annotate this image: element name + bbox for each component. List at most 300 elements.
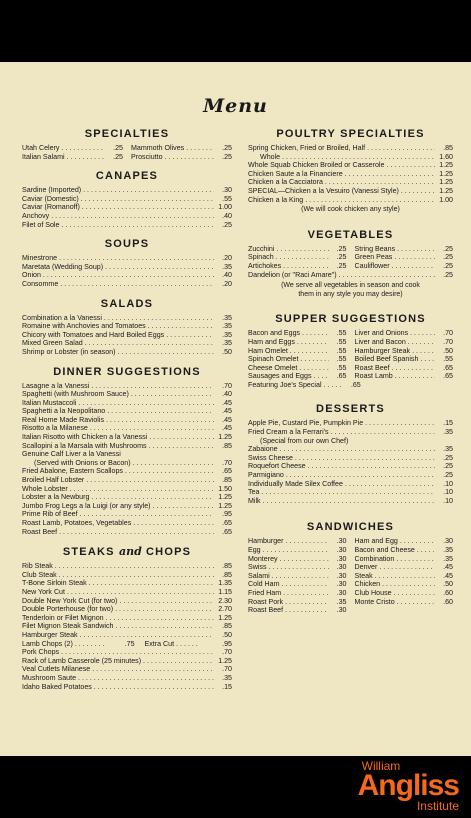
section-heading: DESSERTS [316,403,385,416]
menu-item [248,572,347,581]
menu-item-name: Monterey . . . [248,555,329,564]
section-poultry [248,128,453,215]
menu-item-price: 1.15 [218,587,232,596]
menu-item-name: T-Bone Sirloin Steak . . . [22,579,214,588]
menu-item-price: .25 [443,253,453,262]
menu-item [22,485,232,494]
menu-item [22,382,232,391]
menu-item [248,338,347,347]
menu-item-price: .45 [222,415,232,424]
menu-item-name: Roast Beef . . . [355,364,436,373]
menu-item-price: .65 [443,363,453,372]
menu-item-price: .60 [443,597,453,606]
menu-item-price: .15 [443,419,453,428]
menu-item [248,563,347,572]
menu-item-name: Double New York Cut (for two) . . . [22,597,214,606]
menu-item [131,153,232,162]
menu-item-price: 1.25 [218,656,232,665]
menu-item [248,580,347,589]
menu-item [248,437,453,446]
menu-item [248,187,453,196]
menu-item-name: Spaghetti (with Mushroom Sauce) . . . [22,390,214,399]
dinner-list [22,382,232,537]
menu-item-name: Chicken a la King . . . [248,196,435,205]
menu-item-name: Boiled Beef Spanish . . . [355,355,436,364]
menu-item-name: Sardine (Imported) . . . [22,186,214,195]
menu-item-name: Bacon and Eggs . . . [248,329,329,338]
menu-item [355,572,454,581]
menu-item-name: Mixed Green Salad . . . [22,339,214,348]
menu-item-name: Liver and Onions . . . [355,329,436,338]
menu-item-price: 2.70 [218,605,232,614]
menu-item [22,579,232,588]
lamb-chops-row [22,640,232,649]
menu-item [22,648,232,657]
menu-item-name: Spinach Omelet . . . [248,355,329,364]
menu-item-name: Italian Risotto with Chicken a la Vanessi . . . [22,433,214,442]
section-vegetables [248,229,453,300]
menu-item [22,510,232,519]
menu-item-price: .35 [222,330,232,339]
extra-cut-price: .95 [222,639,232,648]
menu-item-name: Maretata (Wedding Soup) . . . [22,263,214,272]
menu-item-name: Green Peas . . . [355,253,436,262]
section-salads [22,298,232,357]
menu-item [355,262,454,271]
menu-item [22,186,232,195]
menu-item-name: Prosciutto . . . [131,153,214,162]
menu-item-name: Anchovy . . . [22,212,214,221]
menu-item-name: Hamburger Steak . . . [355,347,436,356]
menu-item [22,674,232,683]
menu-item [22,493,232,502]
menu-item [22,571,232,580]
menu-item-name: Prime Rib of Beef . . . [22,510,214,519]
menu-item [248,245,347,254]
menu-item-price: .70 [222,381,232,390]
menu-item [248,537,347,546]
menu-item [248,161,453,170]
menu-item-name: Zabaione . . . [248,445,435,454]
menu-item-name: Apple Pie, Custard Pie, Pumpkin Pie . . . [248,419,435,428]
menu-item-price: .30 [336,546,347,554]
menu-item-name: Featuring Joe's Special . . . [248,381,343,390]
menu-item-name: Bacon and Cheese . . . [355,546,436,555]
menu-item-price: .30 [336,554,347,563]
menu-item-name: Chicken . . . [355,580,436,589]
menu-item-price: .30 [336,588,347,597]
menu-item-price: .40 [222,211,232,220]
section-heading: SUPPER SUGGESTIONS [275,313,426,326]
menu-item-price: .35 [443,546,453,554]
section-heading: SALADS [100,297,154,310]
menu-item-price: .60 [443,588,453,597]
menu-item-name: Minestrone . . . [22,254,214,263]
menu-item-price: .55 [336,346,347,355]
menu-item [355,589,454,598]
steaks-list [22,562,232,639]
supper-col-2 [355,329,454,381]
menu-item-price: .40 [222,271,232,280]
menu-item [22,442,232,451]
menu-item-name: Consomme . . . [22,280,214,289]
menu-item-price: .40 [222,390,232,399]
soups-list [22,254,232,288]
menu-item-name: Cheese Omelet . . . [248,364,329,373]
section-heading: SPECIALTIES [84,128,170,140]
menu-item-name: Genuine Calf Liver a la Vanessi [22,450,121,459]
menu-item-price: .25 [336,244,347,253]
menu-item-name: String Beans . . . [355,245,436,254]
desserts-list [248,419,453,505]
menu-item-price: .85 [222,570,232,579]
menu-item-name: Romaine with Anchovies and Tomatoes . . . [22,322,214,331]
section-supper-suggestions [248,313,453,389]
menu-item-price: .25 [222,220,232,229]
menu-item-price: .55 [336,355,347,364]
menu-item [22,390,232,399]
menu-item-price: 2.30 [218,596,232,605]
menu-item-name: Zucchini . . . [248,245,329,254]
menu-item [22,280,232,289]
menu-item [22,459,232,468]
menu-item-name: (Served with Onions or Bacon) . . . [22,459,214,468]
menu-item [248,555,347,564]
menu-item [248,606,347,615]
menu-item-price: .25 [443,261,453,270]
salads-list [22,314,232,357]
menu-item-name: Lobster a la Newburg . . . [22,493,214,502]
top-letterbox [0,0,471,62]
menu-item [248,480,453,489]
menu-item-price: .55 [336,337,347,346]
menu-item-name: Chicken a la Cacciatora . . . [248,178,435,187]
menu-item-price: .50 [443,580,453,589]
sandwiches-col-2 [355,537,454,614]
menu-item-name: Real Home Made Raviolis . . . [22,416,214,425]
section-heading: POULTRY SPECIALTIES [276,128,425,140]
menu-item-name: Lasagne a la Vanessi . . . [22,382,214,391]
menu-item [248,497,453,506]
menu-item [355,338,454,347]
menu-item [22,271,232,280]
menu-item-name: Hamburger . . . [248,537,329,546]
poultry-list [248,144,453,204]
menu-item-name: Hamburger Steak . . . [22,631,214,640]
supper-col-1 [248,329,347,381]
menu-item-name: Filet of Sole . . . [22,221,214,230]
section-heading: CANAPES [95,170,159,183]
menu-item-price: 1.25 [439,169,453,178]
menu-item [248,454,453,463]
menu-item-name: Dandelion (or "Raci Amare") . . . [248,271,435,280]
specialties-col-2 [131,144,232,161]
menu-item-price: .55 [443,355,453,364]
steaks-list-2 [22,648,232,691]
menu-item-price: .25 [336,253,347,262]
menu-item [248,364,347,373]
extra-cut-label: Extra Cut [144,639,175,648]
menu-item-price: .85 [443,144,453,152]
menu-item [248,262,347,271]
menu-item-name: Fried Abalone, Eastern Scallops . . . [22,467,214,476]
menu-item [22,433,232,442]
menu-item-name: Spring Chicken, Fried or Broiled, Half . . . [248,144,435,153]
menu-item [22,562,232,571]
menu-item [22,212,232,221]
vegetables-note-2: them in any style you may desire) [298,290,403,298]
menu-item [355,355,454,364]
menu-item-name: Liver and Bacon . . . [355,338,436,347]
menu-item [355,245,454,254]
menu-item-price: .30 [443,537,453,546]
menu-item-name: Mushroom Saute . . . [22,674,214,683]
menu-item-price: .25 [222,144,232,152]
menu-item-name: Idaho Baked Potatoes . . . [22,683,214,692]
menu-item-price: .10 [443,479,453,488]
heading-steaks: STEAKS [62,546,115,559]
menu-item-name: Chicory with Tomatoes and Hard Boiled Eggs . . . [22,331,214,340]
specialties-col-1 [22,144,123,161]
menu-item-price: .25 [443,462,453,471]
menu-item-price: .25 [113,144,123,152]
menu-item-name: Roast Pork . . . [248,598,329,607]
menu-item-name: Individually Made Silex Coffee . . . [248,480,435,489]
menu-item [22,203,232,212]
menu-item [248,329,347,338]
menu-item [248,471,453,480]
menu-item [22,195,232,204]
section-steaks-and-chops [22,545,232,691]
menu-item-price: .50 [443,346,453,355]
menu-item-price: .45 [443,563,453,572]
menu-item-name: (Special from our own Chef) [260,436,349,445]
menu-item [248,170,453,179]
menu-item [248,488,453,497]
heading-chops: CHOPS [146,546,192,559]
canapes-list [22,186,232,229]
menu-item [248,445,453,454]
menu-item-price: .25 [336,261,347,270]
menu-item-name: Rib Steak . . . [22,562,214,571]
menu-item [248,419,453,428]
menu-item [22,450,232,459]
menu-item [355,580,454,589]
menu-item-price: .30 [336,580,347,589]
menu-item [22,144,123,153]
section-heading: SANDWICHES [306,521,395,534]
section-dinner-suggestions [22,366,232,537]
menu-item [22,416,232,425]
vegetables-col-2 [355,245,454,271]
menu-item-price: .25 [113,152,123,161]
section-heading: SOUPS [104,238,150,251]
menu-item [248,462,453,471]
menu-item-price: 1.25 [218,613,232,622]
menu-item-price: .95 [222,510,232,519]
menu-item [22,683,232,692]
menu-item [22,424,232,433]
menu-item-price: .45 [222,424,232,433]
menu-item-name: Lamb Chops (2) [22,639,73,648]
menu-item [22,605,232,614]
menu-item [22,657,232,666]
menu-item-name: Roquefort Cheese . . . [248,462,435,471]
menu-item-price: .65 [443,372,453,381]
menu-item-name: Double Porterhouse (for two) . . . [22,605,214,614]
menu-item-name: Fried Ham . . . [248,589,329,598]
menu-item-name: Sausages and Eggs . . . [248,372,329,381]
menu-item [22,631,232,640]
menu-item-name: Tenderloin or Filet Mignon . . . [22,614,214,623]
menu-item [355,555,454,564]
menu-item-name: Veal Cutlets Milanese . . . [22,665,214,674]
menu-item [355,537,454,546]
menu-item-price: .35 [336,597,347,606]
menu-item-price: .75 [124,639,135,648]
menu-item-name: Whole Squab Chicken Broiled or Casserole . . . [248,161,435,170]
menu-item-price: 1.25 [218,501,232,510]
menu-item-price: .35 [222,339,232,348]
menu-item [355,364,454,373]
menu-item [248,381,361,390]
menu-item [248,589,347,598]
menu-item-price: .70 [443,329,453,338]
menu-item [248,428,453,437]
menu-item-price: .85 [222,622,232,631]
menu-item-name: Italian Mustaccoli . . . [22,399,214,408]
poultry-note: (We will cook chicken any style) [301,206,400,214]
menu-item-price: .35 [222,322,232,331]
menu-item-name: Whole . . . [248,153,435,162]
menu-item-price: .35 [443,554,453,563]
menu-item [22,665,232,674]
menu-item-name: Swiss Cheese . . . [248,454,435,463]
sandwiches-col-1 [248,537,347,614]
menu-item-price: 1.60 [439,152,453,161]
menu-item [22,314,232,323]
section-heading: VEGETABLES [307,228,394,241]
left-column [22,128,232,700]
menu-item-name: Mammoth Olives . . . [131,144,214,153]
menu-item-name: Spinach . . . [248,253,329,262]
menu-item-price: 1.25 [218,493,232,502]
menu-item-name: Risotto a la Milanese . . . [22,424,214,433]
logo-line-1: William [361,759,401,773]
menu-item [248,144,453,153]
menu-item-name: Filet Mignon Steak Sandwich . . . [22,622,214,631]
menu-item-price: .45 [222,398,232,407]
menu-item-name: Ham and Eggs . . . [248,338,329,347]
section-canapes [22,170,232,229]
menu-item-price: .10 [443,488,453,497]
menu-item-price: .65 [222,527,232,536]
menu-item-name: Roast Beef . . . [22,528,214,537]
menu-item-name: Onion . . . [22,271,214,280]
menu-item-name: Combination . . . [355,555,436,564]
menu-item [22,528,232,537]
menu-item-price: .55 [336,363,347,372]
menu-item-name: Shrimp or Lobster (in season) . . . [22,348,214,357]
menu-item-name: Swiss . . . [248,563,329,572]
menu-item [248,178,453,187]
menu-item [355,372,454,381]
menu-item-price: 1.25 [439,186,453,195]
menu-item-price: 1.25 [218,433,232,442]
menu-item [22,153,123,162]
menu-item-price: .30 [336,571,347,580]
menu-item-name: Milk . . . [248,497,435,506]
menu-title: Menu [203,95,268,117]
menu-item [22,399,232,408]
menu-item-price: .65 [222,519,232,527]
menu-item [248,253,347,262]
menu-item-price: .70 [443,337,453,346]
menu-item-name: Caviar (Romanoff) . . . [22,203,214,212]
menu-item-price: 1.25 [439,161,453,170]
menu-item-price: .25 [443,471,453,480]
menu-item [22,331,232,340]
menu-item-price: .30 [336,537,347,546]
menu-item-name: Egg . . . [248,546,329,555]
menu-item-price: .20 [222,254,232,263]
menu-item-price: .35 [222,262,232,271]
menu-item-name: Ham Omelet . . . [248,347,329,356]
menu-item-name: Parmigiano . . . [248,471,435,480]
menu-item-price: .30 [336,563,347,572]
menu-item [355,563,454,572]
menu-item [355,546,454,555]
menu-item-price: .15 [222,682,232,691]
menu-item-name: Spaghetti a la Neopolitano . . . [22,407,214,416]
menu-item [22,348,232,357]
menu-item [22,254,232,263]
section-specialties [22,128,232,161]
menu-item-price: .35 [443,428,453,437]
menu-item-name: Chicken Saute a la Financiere . . . [248,170,435,179]
section-heading [22,545,232,558]
menu-item-price: .65 [222,467,232,476]
menu-item-price: .35 [443,445,453,454]
menu-item-name: Steak . . . [355,572,436,581]
heading-and: and [118,545,142,559]
menu-item [22,519,232,528]
menu-item-name: Artichokes . . . [248,262,329,271]
section-desserts [248,403,453,505]
menu-item-price: .70 [222,458,232,467]
menu-item [22,476,232,485]
logo-line-3: Institute [416,799,459,813]
menu-item-name: Club Steak . . . [22,571,214,580]
menu-item-price: .35 [222,313,232,322]
menu-item-price: .10 [443,496,453,505]
menu-item-price: .35 [222,673,232,682]
menu-item-name: Roast Lamb . . . [355,372,436,381]
menu-item-name: Utah Celery . . . [22,144,105,153]
menu-item-name: Combination a la Vanessi . . . [22,314,214,323]
menu-item-name: Cold Ham . . . [248,580,329,589]
menu-item [22,339,232,348]
menu-item-price: .85 [222,562,232,571]
menu-item [248,347,347,356]
menu-item-name: New York Cut . . . [22,588,214,597]
menu-item [22,467,232,476]
menu-item [22,597,232,606]
menu-item-name: Salami . . . [248,572,329,581]
menu-item [248,598,347,607]
menu-item [355,347,454,356]
menu-item-price: 1.25 [439,178,453,187]
